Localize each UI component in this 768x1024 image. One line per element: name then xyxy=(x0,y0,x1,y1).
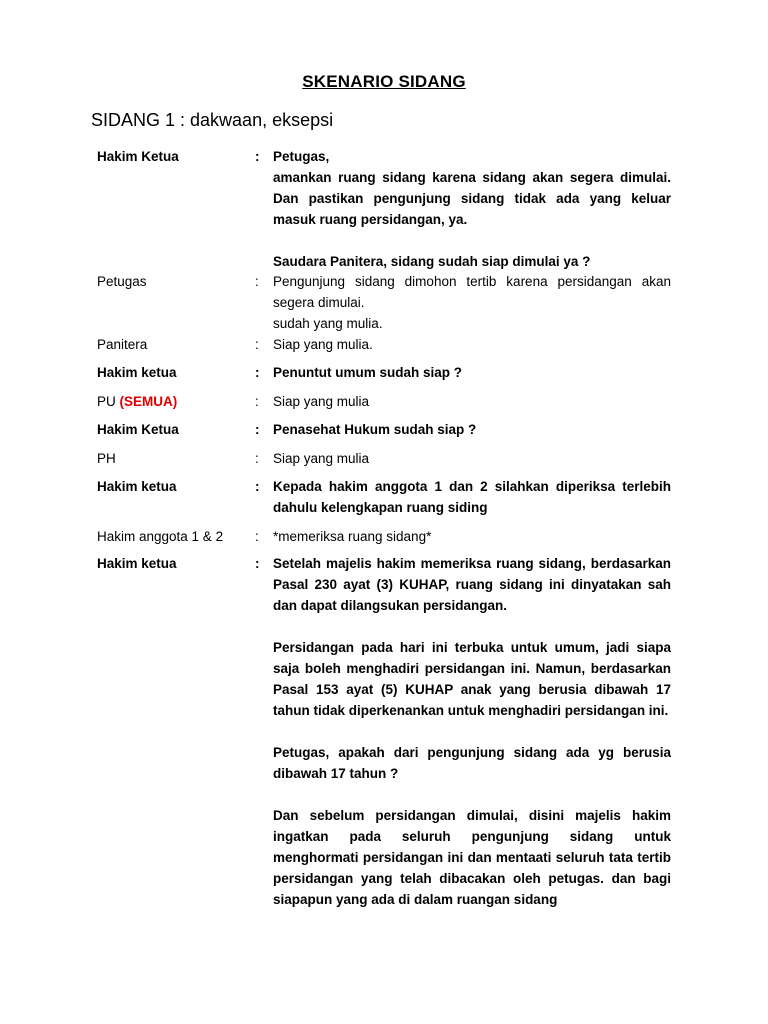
dialogue-paragraph: Penasehat Hukum sudah siap ? xyxy=(273,422,477,437)
dialogue xyxy=(273,362,671,383)
dialogue-paragraph: Siap yang mulia. xyxy=(273,337,373,352)
speaker-name: PH xyxy=(97,451,116,466)
dialogue xyxy=(273,476,671,518)
speaker-colon: : xyxy=(255,451,259,466)
speaker-name: Hakim Ketua xyxy=(97,149,179,164)
speaker-name: Panitera xyxy=(97,337,148,352)
speaker-colon: : xyxy=(255,394,259,409)
dialogue-paragraph: Kepada hakim anggota 1 dan 2 silahkan diperiksa terlebih dahulu kelengkapan ruang siding xyxy=(273,479,671,515)
speaker-note: (SEMUA) xyxy=(119,394,178,409)
section-heading: SIDANG 1 : dakwaan, eksepsi xyxy=(91,110,334,130)
speaker-name: Hakim ketua xyxy=(97,365,177,380)
document-title: SKENARIO SIDANG xyxy=(302,72,466,91)
dialogue-paragraph: Setelah majelis hakim memeriksa ruang sidang, berdasarkan Pasal 230 ayat (3) KUHAP, ruang sidang ini dinyatakan sah dan dapat dilangsukan persidangan. xyxy=(273,556,671,613)
speaker-name xyxy=(97,391,177,412)
speaker-name: Hakim ketua xyxy=(97,479,177,494)
speaker-name: Petugas xyxy=(97,274,147,289)
dialogue xyxy=(273,334,671,355)
dialogue-paragraph: amankan ruang sidang karena sidang akan segera dimulai. Dan pastikan pengunjung sidang tidak ada yang keluar masuk ruang persidangan, ya. xyxy=(273,170,671,227)
dialogue-paragraph: Penuntut umum sudah siap ? xyxy=(273,365,463,380)
dialogue-paragraph: Petugas, apakah dari pengunjung sidang ada yg berusia dibawah 17 tahun ? xyxy=(273,745,671,781)
dialogue-paragraph: *memeriksa ruang sidang* xyxy=(273,529,432,544)
dialogue-paragraph: Persidangan pada hari ini terbuka untuk umum, jadi siapa saja boleh menghadiri persidangan ini. Namun, berdasarkan Pasal 153 ayat (5) KUHAP anak yang berusia dibawah 17 tahun tidak diperkenankan untuk menghadiri persidangan ini. xyxy=(273,640,671,718)
speaker-colon: : xyxy=(255,556,260,571)
speaker-name: Hakim Ketua xyxy=(97,422,179,437)
speaker-colon: : xyxy=(255,274,259,289)
speaker-colon: : xyxy=(255,479,260,494)
speaker-name: Hakim ketua xyxy=(97,556,177,571)
speaker-name-text: PU xyxy=(97,394,116,409)
dialogue-paragraph: Pengunjung sidang dimohon tertib karena persidangan akan segera dimulai. xyxy=(273,274,671,310)
speaker-colon: : xyxy=(255,529,259,544)
dialogue-paragraph: Saudara Panitera, sidang sudah siap dimulai ya ? xyxy=(273,254,591,269)
dialogue xyxy=(273,391,671,412)
dialogue-paragraph: sudah yang mulia. xyxy=(273,316,383,331)
dialogue xyxy=(273,271,671,334)
dialogue-paragraph: Siap yang mulia xyxy=(273,451,370,466)
speaker-colon: : xyxy=(255,337,259,352)
dialogue xyxy=(273,419,671,440)
speaker-colon: : xyxy=(255,149,260,164)
dialogue-paragraph: Petugas, xyxy=(273,149,330,164)
dialogue-paragraph: Siap yang mulia xyxy=(273,394,370,409)
dialogue-paragraph: Dan sebelum persidangan dimulai, disini majelis hakim ingatkan pada seluruh pengunjung sidang untuk menghormati persidangan ini dan mentaati seluruh tata tertib persidangan yang telah dibacakan oleh petugas. dan bagi siapapun yang ada di dalam ruangan sidang xyxy=(273,808,671,907)
dialogue xyxy=(273,146,671,272)
dialogue xyxy=(273,526,671,547)
dialogue xyxy=(273,448,671,469)
speaker-colon: : xyxy=(255,365,260,380)
speaker-name: Hakim anggota 1 & 2 xyxy=(97,529,224,544)
speaker-colon: : xyxy=(255,422,260,437)
dialogue xyxy=(273,553,671,910)
